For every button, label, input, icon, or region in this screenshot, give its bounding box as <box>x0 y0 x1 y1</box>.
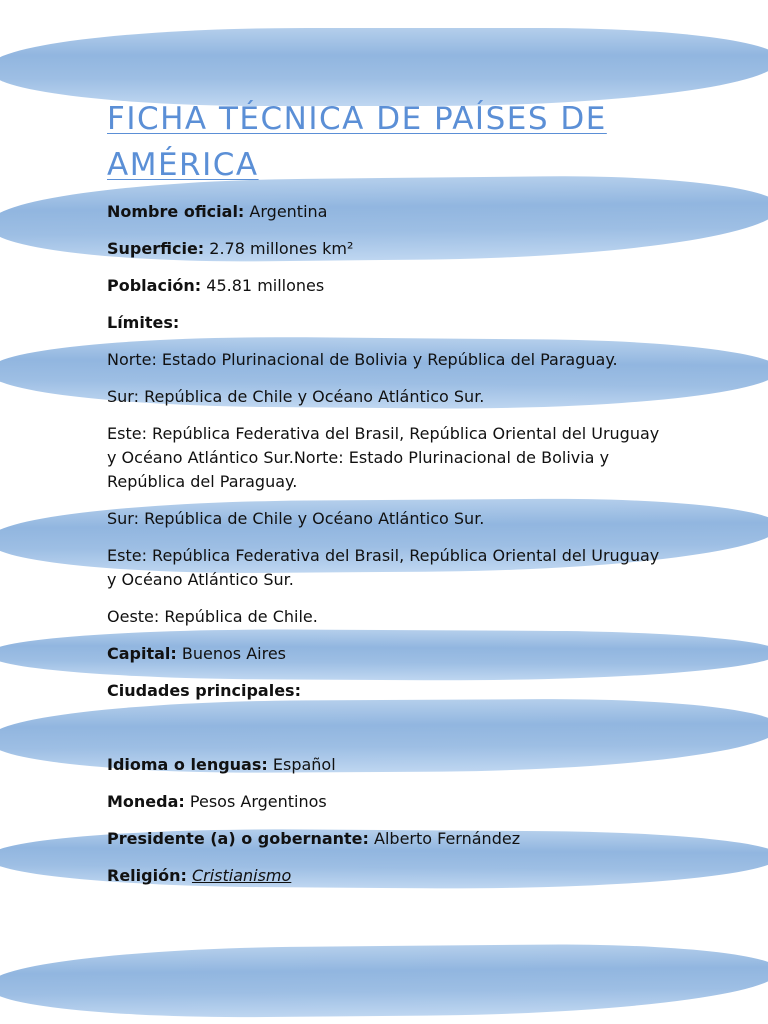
superficie-value: 2.78 millones km² <box>209 239 354 258</box>
limite-line: Este: República Federativa del Brasil, República Oriental del Uruguay y Océano Atlántico Sur. <box>107 546 660 589</box>
religion-label: Religión: <box>107 866 187 885</box>
superficie-row <box>107 237 667 261</box>
capital-label: Capital: <box>107 644 177 663</box>
ciudades-label: Ciudades principales: <box>107 681 301 700</box>
empty-space <box>107 716 667 753</box>
religion-row <box>107 864 667 888</box>
religion-link[interactable]: Cristianismo <box>191 866 292 885</box>
limite-line: Oeste: República de Chile. <box>107 607 318 626</box>
idioma-row <box>107 753 667 777</box>
page-title: FICHA TÉCNICA DE PAÍSES DE AMÉRICA <box>107 101 607 183</box>
ciudades-row <box>107 679 667 703</box>
idioma-label: Idioma o lenguas: <box>107 755 268 774</box>
presidente-row <box>107 827 667 851</box>
limite-line: Norte: Estado Plurinacional de Bolivia y República del Paraguay. <box>107 350 618 369</box>
limites-row <box>107 311 667 335</box>
document-body <box>107 96 667 901</box>
nombre-value: Argentina <box>249 202 328 221</box>
capital-value: Buenos Aires <box>181 644 287 663</box>
moneda-row <box>107 790 667 814</box>
capital-row <box>107 642 667 666</box>
idioma-value: Español <box>272 755 336 774</box>
moneda-label: Moneda: <box>107 792 185 811</box>
nombre-label: Nombre oficial: <box>107 202 245 221</box>
limite-line: Este: República Federativa del Brasil, República Oriental del Uruguay y Océano Atlántico Sur.Norte: Estado Plurinacional de Bolivia y República del Paraguay. <box>107 424 660 491</box>
presidente-value: Alberto Fernández <box>374 829 521 848</box>
presidente-label: Presidente (a) o gobernante: <box>107 829 369 848</box>
poblacion-row <box>107 274 667 298</box>
limite-line: Sur: República de Chile y Océano Atlántico Sur. <box>107 387 485 406</box>
limites-label: Límites: <box>107 313 180 332</box>
stripe <box>0 28 768 106</box>
limite-line: Sur: República de Chile y Océano Atlántico Sur. <box>107 509 485 528</box>
stripe <box>0 943 768 1020</box>
nombre-row <box>107 200 667 224</box>
poblacion-label: Población: <box>107 276 202 295</box>
poblacion-value: 45.81 millones <box>206 276 325 295</box>
moneda-value: Pesos Argentinos <box>189 792 327 811</box>
superficie-label: Superficie: <box>107 239 205 258</box>
